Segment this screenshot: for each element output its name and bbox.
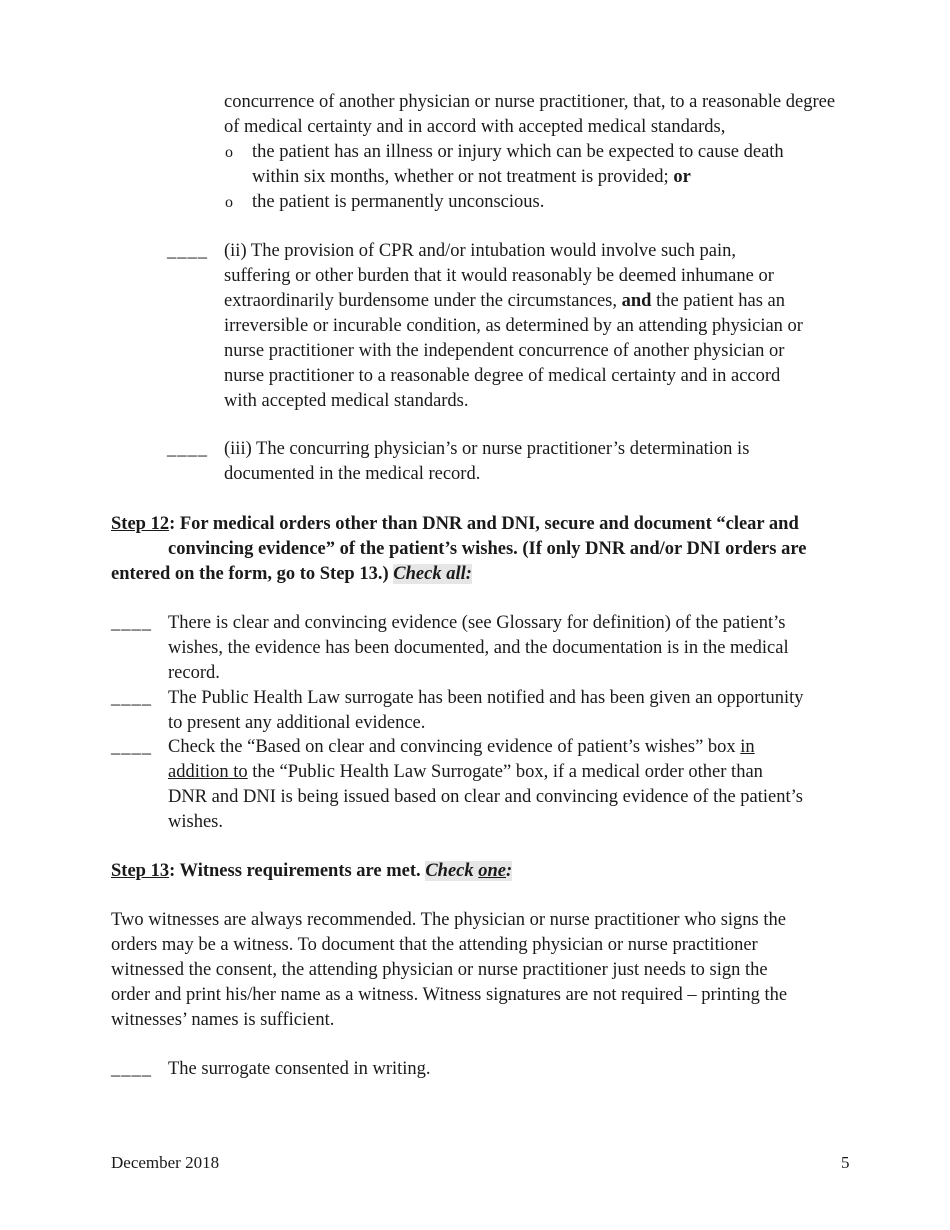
step-12-label: Step 12 — [111, 514, 170, 534]
bullet-circle-icon: o — [225, 194, 233, 211]
step-13-para-line-5: witnesses’ names is sufficient. — [111, 1010, 335, 1030]
check-one-instruction: Check one: — [425, 861, 513, 881]
bullet-2: the patient is permanently unconscious. — [252, 192, 545, 212]
checkbox-blank-12b[interactable]: ____ — [111, 688, 152, 708]
checkbox-blank-12a[interactable]: ____ — [111, 613, 152, 633]
step-12-item-c-line-2: addition to the “Public Health Law Surrogate” box, if a medical order other than — [168, 762, 763, 782]
checkbox-blank-13a[interactable]: ____ — [111, 1059, 152, 1079]
item-ii-line-1: (ii) The provision of CPR and/or intubation would involve such pain, — [224, 241, 736, 261]
step-12-heading-line-2: convincing evidence” of the patient’s wishes. (If only DNR and/or DNI orders are — [168, 539, 807, 559]
checkbox-blank-iii[interactable]: ____ — [167, 439, 208, 459]
footer-date: December 2018 — [111, 1153, 220, 1172]
step-12-item-c-line-4: wishes. — [168, 812, 223, 832]
item-ii-line-2: suffering or other burden that it would reasonably be deemed inhumane or — [224, 266, 774, 286]
step-12-heading-line-3: entered on the form, go to Step 13.) Check all: — [111, 564, 472, 584]
step-12-heading: Step 12: For medical orders other than DNR and DNI, secure and document “clear and — [111, 514, 799, 534]
item-ii-line-4: irreversible or incurable condition, as determined by an attending physician or — [224, 316, 803, 336]
step-13-label: Step 13 — [111, 861, 170, 881]
check-all-instruction: Check all: — [393, 564, 472, 584]
step-13-para-line-3: witnessed the consent, the attending physician or nurse practitioner just needs to sign the — [111, 960, 768, 980]
item-ii-line-5: nurse practitioner with the independent concurrence of another physician or — [224, 341, 785, 361]
step-13-item-1: The surrogate consented in writing. — [168, 1059, 431, 1079]
item-ii-line-7: with accepted medical standards. — [224, 391, 469, 411]
cont-line-1: concurrence of another physician or nurse practitioner, that, to a reasonable degree — [224, 92, 836, 112]
checkbox-blank-12c[interactable]: ____ — [111, 737, 152, 757]
step-13-para-line-4: order and print his/her name as a witness. Witness signatures are not required – printing the — [111, 985, 788, 1005]
step-13-para-line-2: orders may be a witness. To document that the attending physician or nurse practitioner — [111, 935, 758, 955]
step-12-item-c-line-3: DNR and DNI is being issued based on clear and convincing evidence of the patient’s — [168, 787, 803, 807]
step-13-para-line-1: Two witnesses are always recommended. The physician or nurse practitioner who signs the — [111, 910, 786, 930]
bullet-1-line-1: the patient has an illness or injury which can be expected to cause death — [252, 142, 784, 162]
step-12-item-c-line-1: Check the “Based on clear and convincing evidence of patient’s wishes” box in — [168, 737, 755, 757]
bullet-1-line-2: within six months, whether or not treatment is provided; or — [252, 167, 691, 187]
item-ii-line-6: nurse practitioner to a reasonable degree of medical certainty and in accord — [224, 366, 781, 386]
step-12-item-b-line-2: to present any additional evidence. — [168, 713, 426, 733]
step-12-item-a-line-1: There is clear and convincing evidence (see Glossary for definition) of the patient’s — [168, 613, 786, 633]
item-iii-line-1: (iii) The concurring physician’s or nurse practitioner’s determination is — [224, 439, 750, 459]
step-12-item-a-line-2: wishes, the evidence has been documented, and the documentation is in the medical — [168, 638, 789, 658]
checkbox-blank-ii[interactable]: ____ — [167, 241, 208, 261]
item-iii-line-2: documented in the medical record. — [224, 464, 481, 484]
cont-line-2: of medical certainty and in accord with accepted medical standards, — [224, 117, 726, 137]
bold-or: or — [673, 167, 691, 187]
step-12-item-b-line-1: The Public Health Law surrogate has been notified and has been given an opportunity — [168, 688, 804, 708]
step-12-item-a-line-3: record. — [168, 663, 220, 683]
bullet-circle-icon: o — [225, 144, 233, 161]
item-ii-line-3: extraordinarily burdensome under the circumstances, and the patient has an — [224, 291, 786, 311]
footer-page-number: 5 — [841, 1153, 850, 1172]
step-13-heading: Step 13: Witness requirements are met. Check one: — [111, 861, 513, 881]
